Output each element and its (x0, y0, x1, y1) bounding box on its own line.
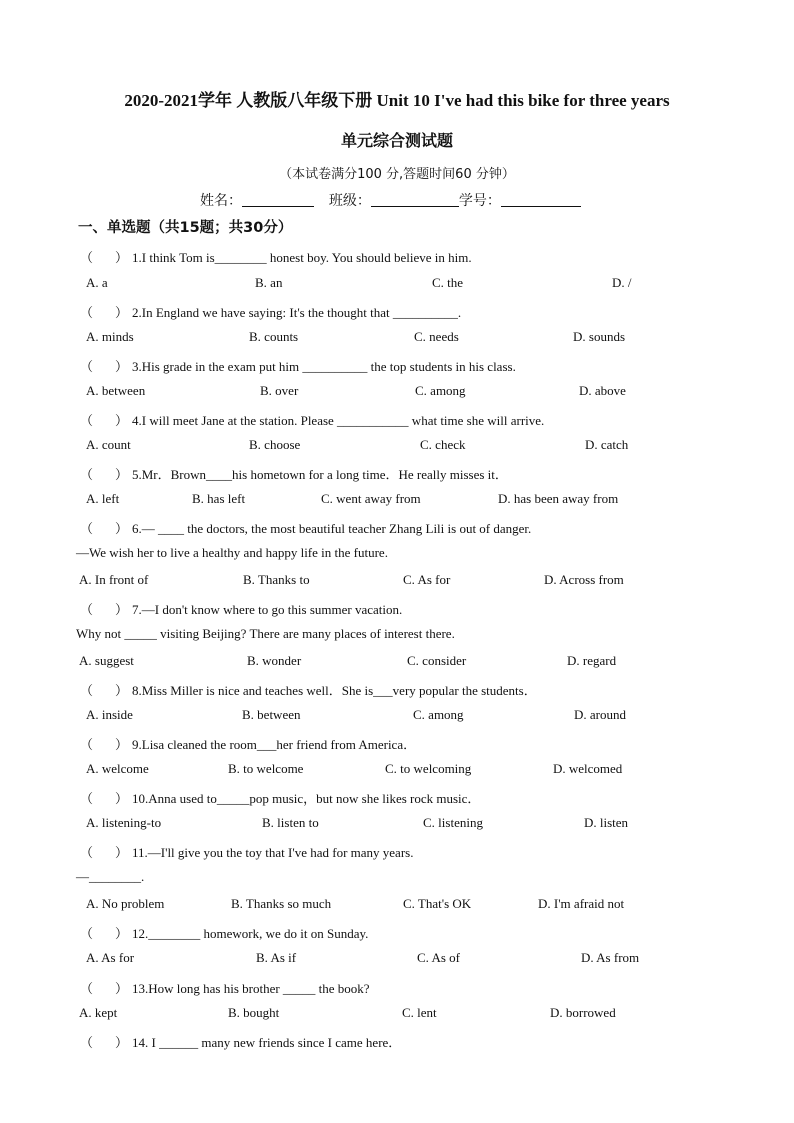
option-c[interactable]: C. went away from (321, 491, 421, 506)
question-7 (80, 599, 402, 618)
bracket-open: （ (80, 467, 94, 482)
option-a[interactable]: A. welcome (86, 761, 149, 776)
option-b[interactable]: B. bought (228, 1005, 280, 1020)
option-a[interactable]: A. inside (86, 707, 133, 722)
bracket-open: （ (80, 413, 94, 428)
answer-bracket[interactable] (80, 464, 132, 483)
question-12 (80, 923, 368, 942)
option-c[interactable]: C. As for (403, 572, 451, 587)
bracket-open: （ (80, 981, 94, 996)
bracket-open: （ (80, 305, 94, 320)
bracket-close: ） (115, 521, 129, 536)
option-d[interactable]: D. around (574, 707, 626, 722)
answer-bracket[interactable] (80, 247, 132, 266)
option-d[interactable]: D. has been away from (498, 491, 619, 506)
bracket-close: ） (115, 926, 129, 941)
answer-bracket[interactable] (80, 788, 132, 807)
exam-subtitle: 单元综合测试题 (340, 131, 453, 150)
option-a[interactable]: A. In front of (79, 572, 149, 587)
option-b[interactable]: B. between (242, 707, 301, 722)
option-a[interactable]: A. left (86, 491, 120, 506)
bracket-close: ） (115, 845, 129, 860)
question-stem: 3.His grade in the exam put him __________ the top students in his class. (132, 359, 516, 374)
option-c[interactable]: C. among (413, 707, 464, 722)
option-a[interactable]: A. kept (79, 1005, 118, 1020)
option-d[interactable]: D. regard (567, 653, 617, 668)
option-c[interactable]: C. As of (417, 950, 460, 965)
bracket-open: （ (80, 845, 94, 860)
answer-bracket[interactable] (80, 680, 132, 699)
id-label: 学号： (458, 193, 501, 209)
bracket-open: （ (80, 791, 94, 806)
option-b[interactable]: B. As if (256, 950, 297, 965)
bracket-close: ） (115, 737, 129, 752)
option-b[interactable]: B. has left (192, 491, 246, 506)
option-d[interactable]: D. catch (585, 437, 629, 452)
bracket-close: ） (115, 250, 129, 265)
question-stem: 12.________ homework, we do it on Sunday. (132, 926, 369, 941)
question-9 (80, 734, 416, 753)
student-info-line (200, 190, 581, 210)
option-c[interactable]: C. listening (423, 815, 483, 830)
question-stem: 11.—I'll give you the toy that I've had for many years. (132, 845, 414, 860)
option-b[interactable]: B. Thanks to (243, 572, 310, 587)
bracket-open: （ (80, 683, 94, 698)
answer-bracket[interactable] (80, 518, 132, 537)
class-label: 班级： (328, 193, 371, 209)
section-title: 一、单选题（共15题；共30分） (78, 220, 293, 236)
bracket-close: ） (115, 305, 129, 320)
bracket-close: ） (115, 981, 129, 996)
option-c[interactable]: C. to welcoming (385, 761, 472, 776)
question-dialogue-line: —________. (76, 869, 145, 884)
question-dialogue-line: Why not _____ visiting Beijing? There are many places of interest there. (76, 626, 455, 641)
answer-bracket[interactable] (80, 923, 132, 942)
bracket-open: （ (80, 250, 94, 265)
bracket-open: （ (80, 359, 94, 374)
option-a[interactable]: A. minds (86, 329, 134, 344)
option-c[interactable]: C. needs (414, 329, 459, 344)
id-blank (501, 192, 581, 207)
option-d[interactable]: D. above (579, 383, 626, 398)
question-6 (80, 518, 531, 537)
question-11 (80, 842, 413, 861)
bracket-open: （ (80, 602, 94, 617)
option-d[interactable]: D. / (612, 275, 632, 290)
option-c[interactable]: C. among (415, 383, 466, 398)
option-a[interactable]: A. count (86, 437, 131, 452)
question-stem: 9.Lisa cleaned the room___her friend from America． (132, 737, 417, 752)
bracket-close: ） (115, 791, 129, 806)
bracket-close: ） (115, 467, 129, 482)
option-d[interactable]: D. Across from (544, 572, 624, 587)
option-c[interactable]: C. lent (402, 1005, 437, 1020)
question-3 (80, 356, 516, 375)
bracket-close: ） (115, 413, 129, 428)
option-a[interactable]: A. As for (86, 950, 135, 965)
bracket-close: ） (115, 683, 129, 698)
answer-bracket[interactable] (80, 842, 132, 861)
option-a[interactable]: A. between (86, 383, 146, 398)
question-5 (80, 464, 508, 483)
question-1 (80, 247, 472, 266)
bracket-open: （ (80, 521, 94, 536)
question-stem: 5.Mr．Brown____his hometown for a long time．He really misses it． (132, 467, 508, 482)
question-stem: 2.In England we have saying: It's the thought that __________. (132, 305, 462, 320)
bracket-open: （ (80, 737, 94, 752)
question-4 (80, 410, 544, 429)
option-b[interactable]: B. wonder (247, 653, 302, 668)
option-d[interactable]: D. listen (584, 815, 629, 830)
answer-bracket[interactable] (80, 1032, 132, 1051)
question-stem: 10.Anna used to_____pop music，but now she likes rock music． (132, 791, 481, 806)
bracket-close: ） (115, 1035, 129, 1050)
option-a[interactable]: A. No problem (86, 896, 165, 911)
option-c[interactable]: C. consider (407, 653, 467, 668)
question-14 (80, 1032, 401, 1051)
question-13 (80, 978, 370, 997)
option-a[interactable]: A. listening-to (86, 815, 162, 830)
answer-bracket[interactable] (80, 302, 132, 321)
name-label: 姓名： (200, 193, 242, 209)
option-a[interactable]: A. suggest (79, 653, 134, 668)
exam-note: （本试卷满分100 分,答题时间60 分钟） (279, 167, 515, 182)
option-b[interactable]: B. to welcome (228, 761, 304, 776)
question-stem: 14. I ______ many new friends since I came here． (132, 1035, 402, 1050)
option-b[interactable]: B. Thanks so much (231, 896, 332, 911)
question-10 (80, 788, 480, 807)
exam-title: 2020-2021学年 人教版八年级下册 Unit 10 I've had this bike for three years (124, 91, 670, 110)
question-dialogue-line: —We wish her to live a healthy and happy life in the future. (76, 545, 388, 560)
question-stem: 13.How long has his brother _____ the book? (132, 981, 370, 996)
question-stem: 8.Miss Miller is nice and teaches well．She is___very popular the students． (132, 683, 537, 698)
name-blank (242, 192, 314, 207)
option-d[interactable]: D. welcomed (553, 761, 623, 776)
option-c[interactable]: C. check (420, 437, 466, 452)
option-c[interactable]: C. the (432, 275, 464, 290)
answer-bracket[interactable] (80, 978, 132, 997)
option-d[interactable]: D. As from (581, 950, 640, 965)
question-8 (80, 680, 537, 699)
answer-bracket[interactable] (80, 734, 132, 753)
option-b[interactable]: B. choose (249, 437, 301, 452)
bracket-open: （ (80, 926, 94, 941)
option-a[interactable]: A. a (86, 275, 108, 290)
option-b[interactable]: B. counts (249, 329, 299, 344)
answer-bracket[interactable] (80, 410, 132, 429)
question-stem: 4.I will meet Jane at the station. Please ___________ what time she will arrive. (132, 413, 545, 428)
option-c[interactable]: C. That's OK (403, 896, 472, 911)
option-b[interactable]: B. over (260, 383, 299, 398)
bracket-close: ） (115, 359, 129, 374)
class-blank (371, 192, 459, 207)
answer-bracket[interactable] (80, 599, 132, 618)
option-d[interactable]: D. borrowed (550, 1005, 616, 1020)
question-2 (80, 302, 461, 321)
question-stem: 7.—I don't know where to go this summer vacation. (132, 602, 403, 617)
question-stem: 1.I think Tom is________ honest boy. You should believe in him. (132, 250, 472, 265)
option-b[interactable]: B. listen to (262, 815, 319, 830)
question-stem: 6.— ____ the doctors, the most beautiful teacher Zhang Lili is out of danger. (132, 521, 532, 536)
bracket-close: ） (115, 602, 129, 617)
option-d[interactable]: D. sounds (573, 329, 626, 344)
option-d[interactable]: D. I'm afraid not (538, 896, 625, 911)
option-b[interactable]: B. an (255, 275, 283, 290)
answer-bracket[interactable] (80, 356, 132, 375)
bracket-open: （ (80, 1035, 94, 1050)
